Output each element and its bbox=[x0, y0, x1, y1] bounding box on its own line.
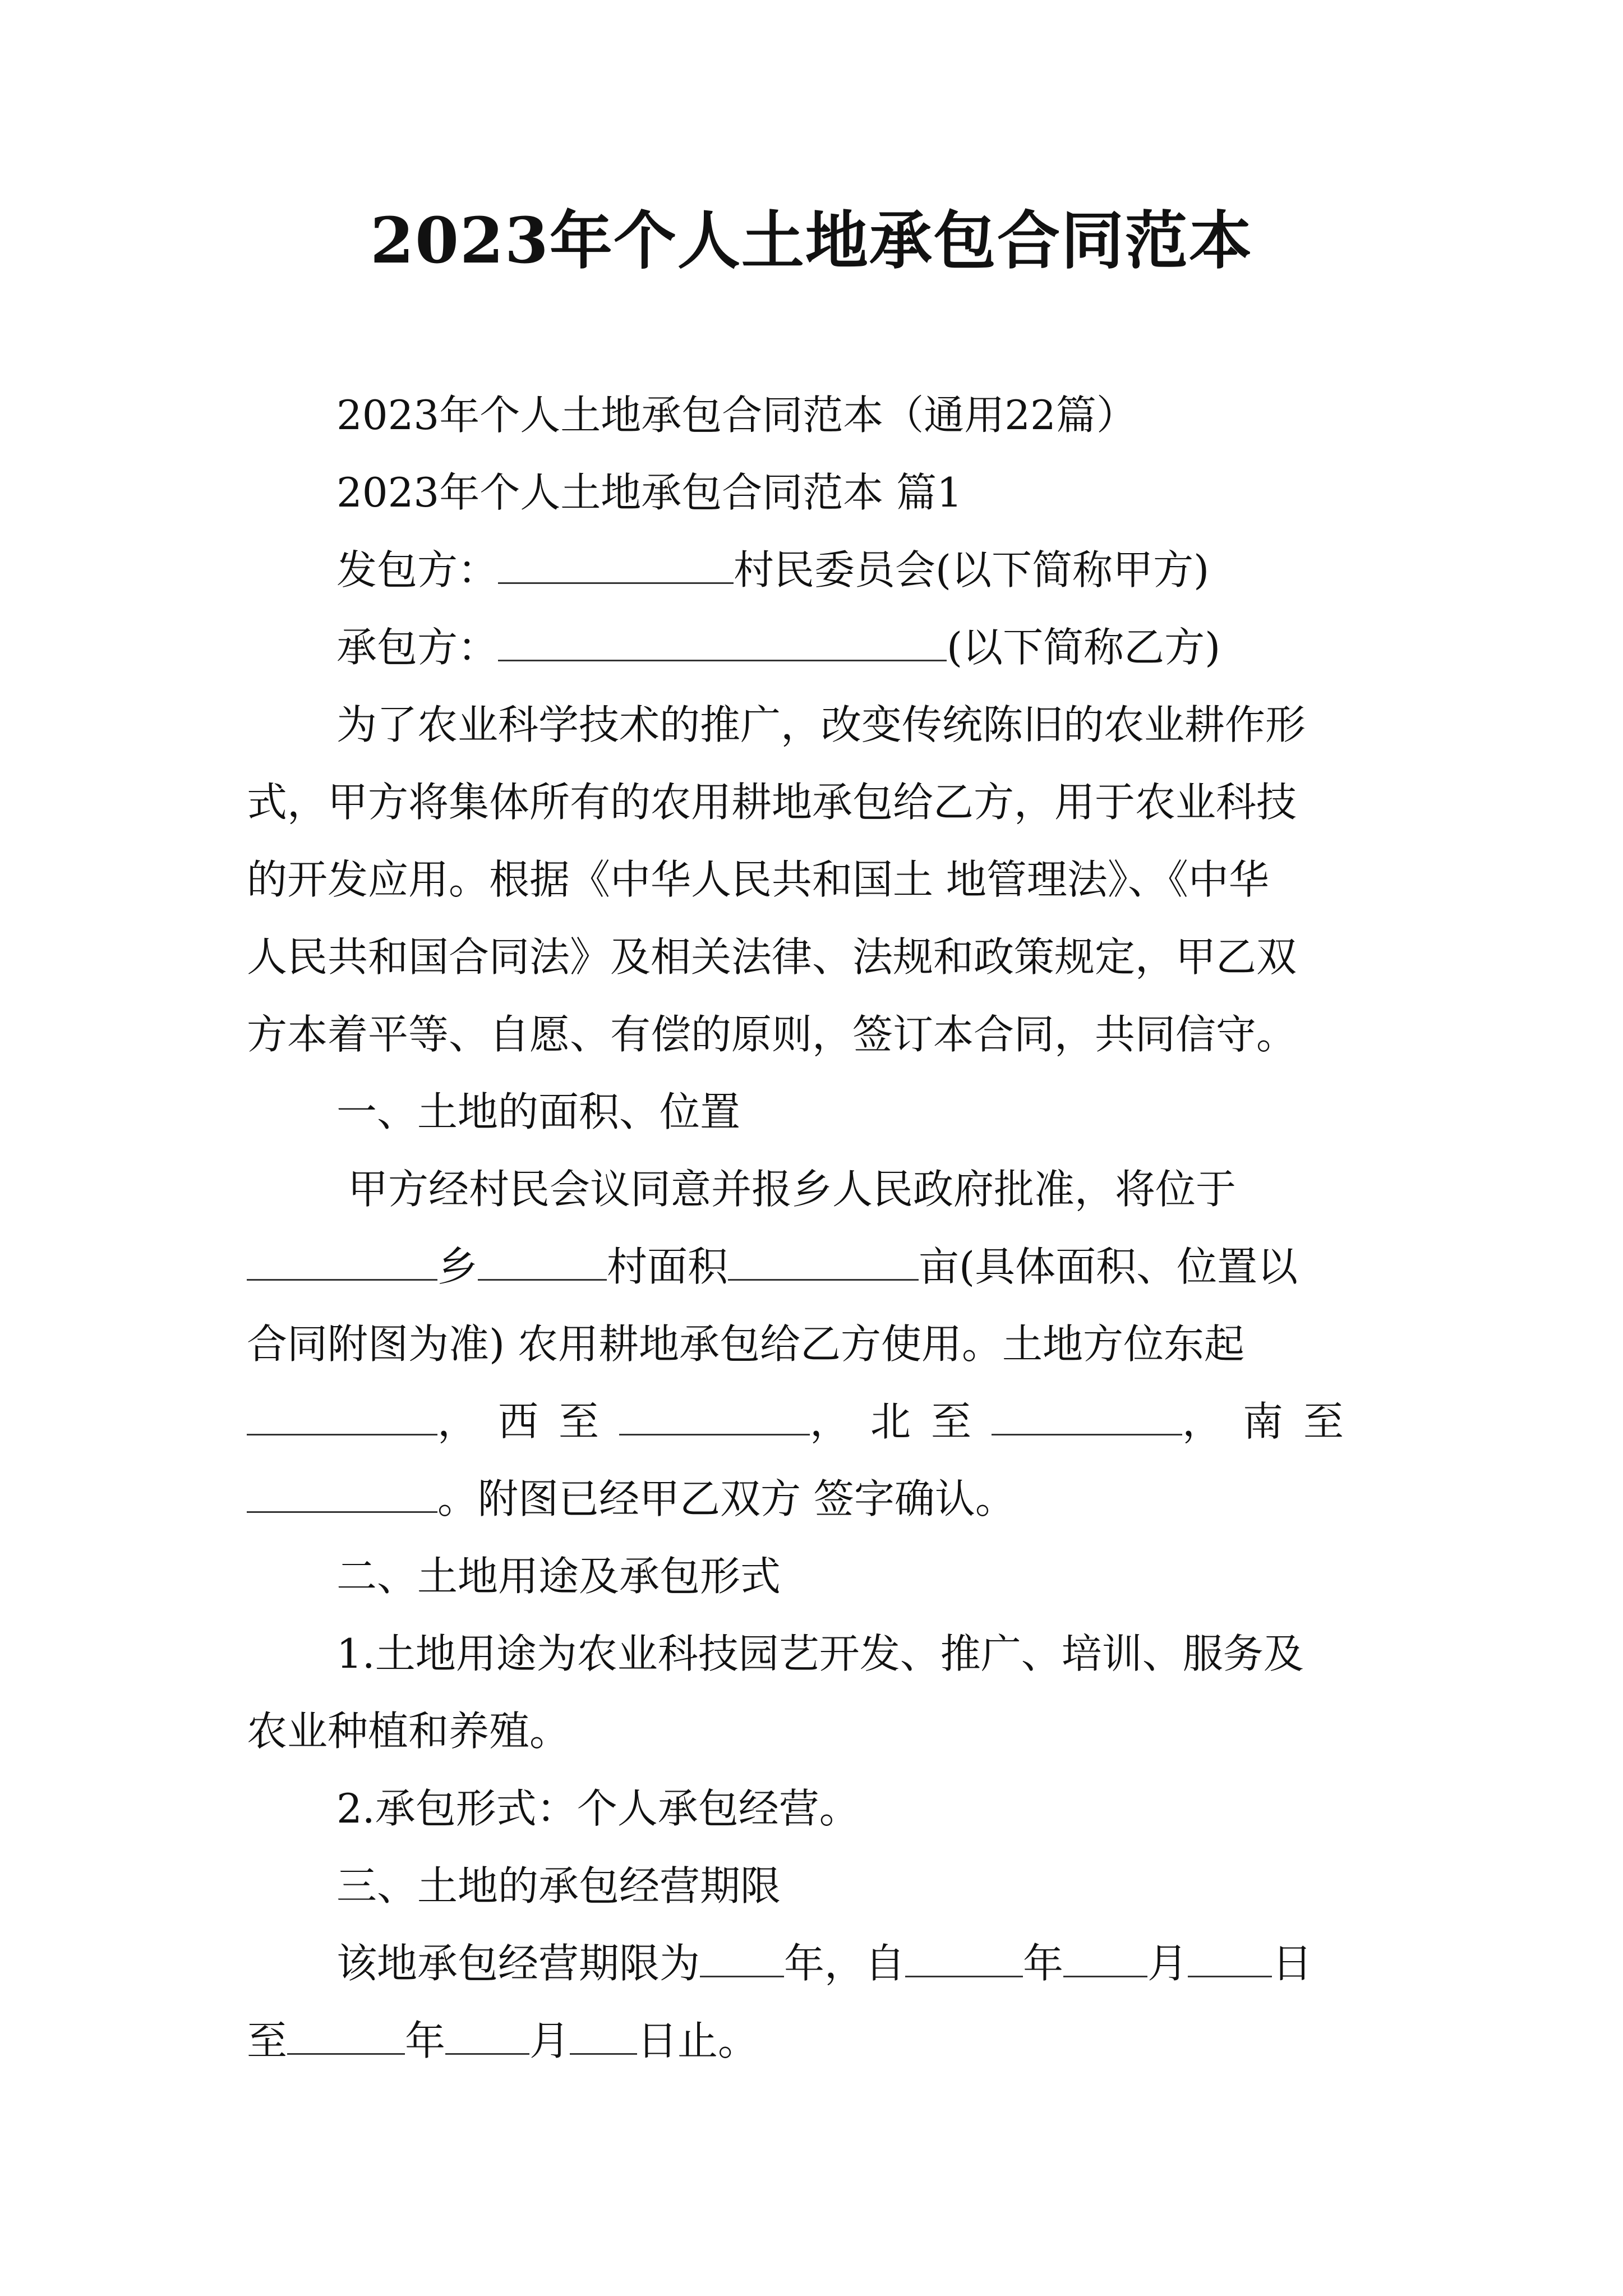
section-1-line-2 bbox=[247, 1239, 1391, 1295]
section-2-item-1-line-1: 1.土地用途为农业科技园艺开发、推广、培训、服务及 bbox=[336, 1630, 1304, 1677]
end-year-blank bbox=[287, 2014, 405, 2055]
west-label: ，西至 bbox=[437, 1398, 620, 1445]
section-3-line-2 bbox=[247, 2013, 1391, 2069]
north-blank bbox=[992, 1395, 1182, 1435]
start-year-label: 年 bbox=[1023, 1940, 1064, 1987]
party-b-line bbox=[336, 619, 1391, 675]
north-label: ，北至 bbox=[810, 1398, 992, 1445]
end-month-blank bbox=[445, 2014, 529, 2055]
south-blank bbox=[247, 1472, 437, 1513]
intro-line-4: 人民共和国合同法》及相关法律、法规和政策规定，甲乙双 bbox=[247, 933, 1297, 981]
section-1-line-5 bbox=[247, 1471, 1391, 1527]
township-label: 乡 bbox=[437, 1243, 478, 1290]
start-month-label: 月 bbox=[1147, 1940, 1188, 1987]
end-year-label: 年 bbox=[405, 2017, 446, 2064]
intro-line-3: 的开发应用。根据《中华人民共和国土 地管理法》、《中华 bbox=[247, 856, 1269, 903]
start-year-blank bbox=[905, 1936, 1023, 1977]
village-area-label: 村面积 bbox=[607, 1243, 728, 1290]
party-a-suffix: 村民委员会(以下简称甲方) bbox=[734, 546, 1210, 593]
village-blank bbox=[478, 1240, 607, 1281]
south-label: ，南至 bbox=[1182, 1398, 1364, 1445]
section-2-item-2: 2.承包形式：个人承包经营。 bbox=[336, 1785, 860, 1832]
start-day-label: 日 bbox=[1272, 1940, 1313, 1987]
term-label: 该地承包经营期限为 bbox=[336, 1940, 700, 1987]
document-title: 2023年个人土地承包合同范本 bbox=[370, 204, 1253, 278]
party-a-blank bbox=[498, 543, 734, 584]
section-3-line-1 bbox=[336, 1935, 1391, 1991]
party-b-blank bbox=[498, 620, 947, 661]
party-b-suffix: (以下简称乙方) bbox=[947, 624, 1221, 671]
end-month-label: 月 bbox=[529, 2017, 570, 2064]
section-1-line-1: 甲方经村民会议同意并报乡人民政府批准，将位于 bbox=[348, 1166, 1237, 1213]
section-1-line-3: 合同附图为准) 农用耕地承包给乙方使用。土地方位东起 bbox=[247, 1320, 1244, 1368]
party-a-label: 发包方： bbox=[336, 546, 499, 593]
area-blank bbox=[728, 1240, 919, 1281]
map-confirm-text: 。附图已经甲乙双方 签字确认。 bbox=[437, 1475, 1016, 1522]
intro-line-2: 式，甲方将集体所有的农用耕地承包给乙方，用于农业科技 bbox=[247, 779, 1297, 826]
east-blank bbox=[247, 1395, 437, 1435]
intro-line-1: 为了农业科学技术的推广，改变传统陈旧的农业耕作形 bbox=[336, 701, 1306, 748]
section-1-heading: 一、土地的面积、位置 bbox=[336, 1088, 741, 1135]
term-from-label: 年，自 bbox=[784, 1940, 906, 1987]
intro-line-5: 方本着平等、自愿、有偿的原则，签订本合同，共同信守。 bbox=[247, 1011, 1297, 1058]
term-years-blank bbox=[700, 1936, 784, 1977]
subtitle: 2023年个人土地承包合同范本（通用22篇） bbox=[336, 392, 1137, 439]
end-day-label: 日止。 bbox=[637, 2017, 759, 2064]
section-1-line-4 bbox=[247, 1393, 1391, 1450]
start-day-blank bbox=[1188, 1936, 1272, 1977]
area-unit-text: 亩(具体面积、位置以 bbox=[919, 1243, 1298, 1290]
west-blank bbox=[619, 1395, 810, 1435]
start-month-blank bbox=[1063, 1936, 1147, 1977]
township-blank bbox=[247, 1240, 437, 1281]
end-day-blank bbox=[570, 2014, 637, 2055]
part-heading: 2023年个人土地承包合同范本 篇1 bbox=[336, 469, 962, 516]
party-a-line bbox=[336, 542, 1391, 598]
term-to-label: 至 bbox=[247, 2017, 288, 2064]
section-3-heading: 三、土地的承包经营期限 bbox=[336, 1862, 781, 1910]
party-b-label: 承包方： bbox=[336, 624, 499, 671]
section-2-item-1-line-2: 农业种植和养殖。 bbox=[247, 1708, 570, 1755]
section-2-heading: 二、土地用途及承包形式 bbox=[336, 1553, 781, 1600]
